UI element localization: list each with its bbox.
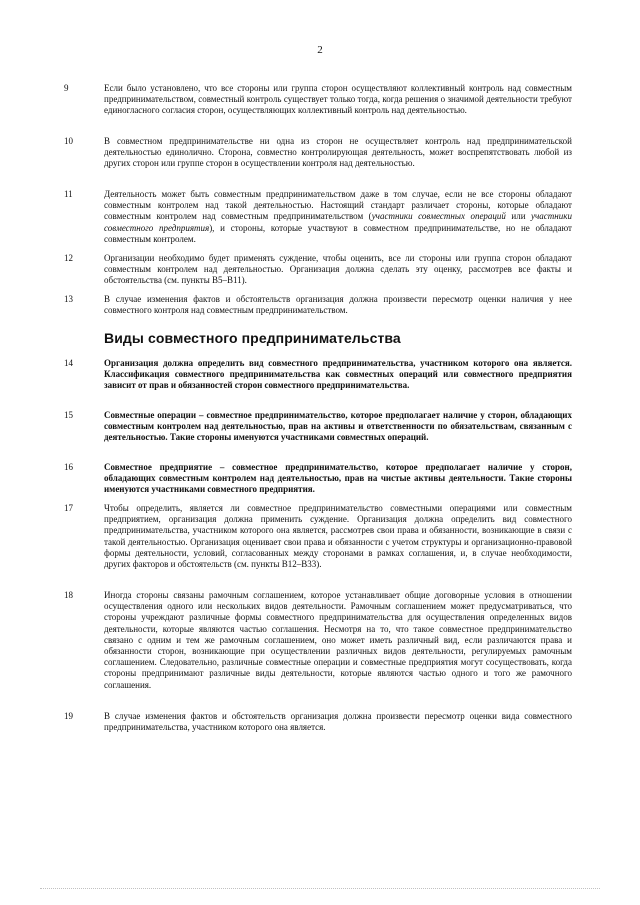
paragraph-15 — [64, 410, 572, 444]
paragraph-text: Организации необходимо будет применять суждение, чтобы оценить, все ли стороны или группа сторон обладают совместным контролем над деятельностью. Организация должна сделать эту оценку, рассмотрев все факты и обстоятельства (см. пункты B5–B11). — [104, 253, 572, 286]
paragraph-text: В совместном предпринимательстве ни одна из сторон не осуществляет контроль над предпринимательской деятельностью единолично. Сторона, совместно контролирующая деятельность, может воспрепятствовать любой из других сторон или группе сторон в осуществлении контроля над деятельностью. — [104, 136, 572, 169]
paragraph-number: 12 — [64, 253, 73, 263]
paragraph-number: 17 — [64, 503, 73, 513]
paragraph-14 — [64, 358, 572, 392]
paragraph-number: 16 — [64, 462, 73, 472]
text-run: Деятельность может быть совместным предпринимательством даже в том случае, если не все стороны обладают совместным контролем над такой деятельностью. Настоящий стандарт различает стороны, которые обладают совместным контролем над совместным предпринимательством ( — [104, 189, 572, 222]
section-heading: Виды совместного предпринимательства — [104, 330, 401, 346]
term-joint-operators: участники совместных операций — [371, 211, 506, 222]
paragraph-9 — [64, 83, 572, 117]
paragraph-13 — [64, 294, 572, 316]
paragraph-text: Совместные операции – совместное предпринимательство, которое предполагает наличие у сторон, обладающих совместным контролем над деятельностью, прав на активы и ответственности по обязательствам, связанным с деятельностью. Такие стороны именуются участниками совместных операций. — [104, 410, 572, 443]
paragraph-10 — [64, 136, 572, 170]
paragraph-text: В случае изменения фактов и обстоятельств организация должна произвести пересмотр оценки вида совместного предпринимательства, участником которого она является. — [104, 711, 572, 733]
paragraph-11 — [64, 189, 572, 245]
paragraph-number: 11 — [64, 189, 73, 199]
text-run: ), и стороны, которые участвуют в совместном предпринимательстве, но не обладают совместным контролем. — [104, 222, 572, 244]
paragraph-text: Если было установлено, что все стороны или группа сторон осуществляют коллективный контроль над совместным предпринимательством, совместный контроль существует только тогда, когда решения о значимой деятельности требуют единогласного согласия сторон, осуществляющих коллективный контроль над деятельностью. — [104, 83, 572, 116]
paragraph-number: 18 — [64, 590, 73, 600]
paragraph-18 — [64, 590, 572, 691]
term-joint-venturers: участники совместного предприятия — [104, 211, 572, 233]
page-number: 2 — [317, 44, 323, 56]
paragraph-number: 15 — [64, 410, 73, 420]
paragraph-number: 13 — [64, 294, 73, 304]
paragraph-text: Совместное предприятие – совместное предпринимательство, которое предполагает наличие у сторон, обладающих совместным контролем над деятельностью, прав на чистые активы деятельности. Такие стороны именуются участниками совместного предприятия. — [104, 462, 572, 495]
paragraph-text: В случае изменения фактов и обстоятельств организация должна произвести пересмотр оценки наличия у нее совместного контроля над совместным предпринимательством. — [104, 294, 572, 316]
paragraph-text — [104, 189, 572, 245]
paragraph-number: 9 — [64, 83, 69, 93]
paragraph-17 — [64, 503, 572, 570]
paragraph-number: 14 — [64, 358, 73, 368]
paragraph-text: Чтобы определить, является ли совместное предпринимательство совместными операциями или совместным предприятием, организация должна применить суждение. Организация должна определить вид совместного предпринимательства, участником которого она является, рассмотрев свои права и обязанности, возникающие в связи с такой деятельностью. Организация оценивает свои права и обязанности с учетом структуры и организационно-правовой формы деятельности, условий, согласованных между сторонами в рамках соглашения, и, в случае необходимости, других факторов и обстоятельств (см. пункты B12–B33). — [104, 503, 572, 570]
text-run: или — [505, 211, 532, 222]
scan-edge-line — [40, 888, 600, 889]
paragraph-number: 10 — [64, 136, 73, 146]
paragraph-16 — [64, 462, 572, 496]
paragraph-12 — [64, 253, 572, 287]
paragraph-text: Иногда стороны связаны рамочным соглашением, которое устанавливает общие договорные условия в отношении осуществления одного или нескольких видов деятельности. Рамочным соглашением может предусматриваться, что стороны учреждают различные формы совместного предпринимательства для осуществления определенных видов деятельности, которые являются частью соглашения. Несмотря на то, что такое совместное предпринимательство связано с одним и тем же рамочным соглашением, оно может иметь различный вид, если различаются права и обязанности сторон, возникающие при осуществлении различных видов деятельности, регулируемых рамочным соглашением. Следовательно, различные совместные операции и совместные предприятия могут сосуществовать, когда стороны предпринимают различные виды деятельности, которые являются частью одного и того же рамочного соглашения. — [104, 590, 572, 690]
paragraph-number: 19 — [64, 711, 73, 721]
paragraph-text: Организация должна определить вид совместного предпринимательства, участником которого она является. Классификация совместного предпринимательства как совместных операций или совместного предприятия зависит от прав и обязанностей сторон совместного предпринимательства. — [104, 358, 572, 391]
paragraph-19 — [64, 711, 572, 733]
